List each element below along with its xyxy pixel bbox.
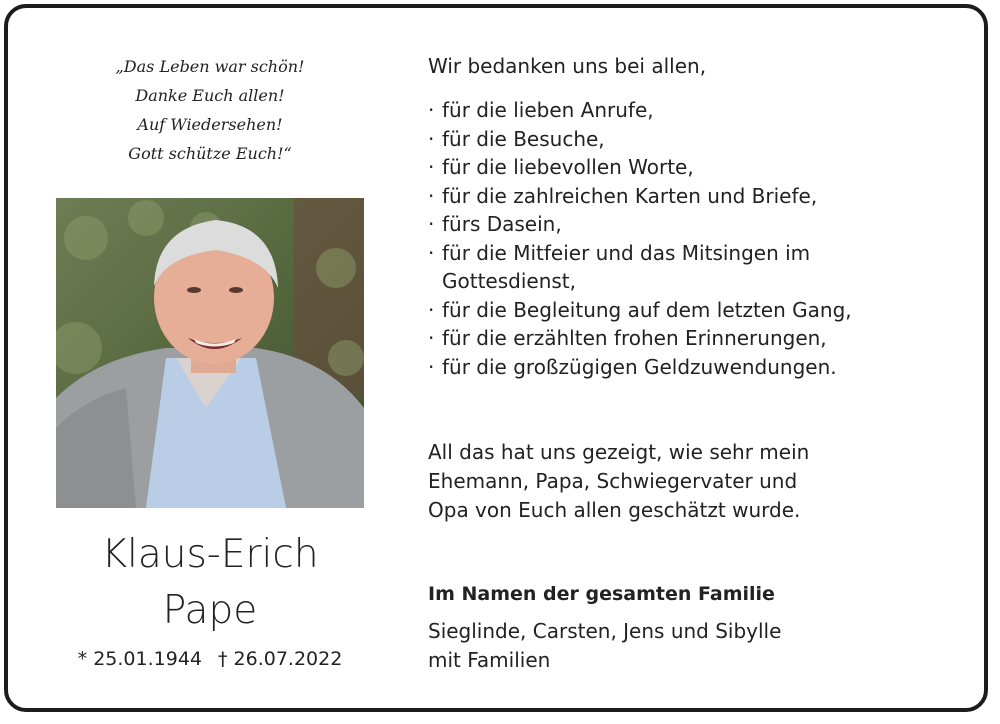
death-date: † 26.07.2022	[218, 648, 343, 670]
deceased-first-name: Klaus-Erich	[101, 532, 319, 577]
quote-line: Auf Wiedersehen!	[137, 115, 283, 134]
birth-date: * 25.01.1944	[77, 648, 202, 670]
quote-line: Gott schütze Euch!“	[128, 144, 292, 163]
list-item: · für die lieben Anrufe,	[428, 98, 654, 122]
portrait-illustration	[56, 198, 364, 508]
list-item: · fürs Dasein,	[428, 212, 562, 236]
closing-line: Ehemann, Papa, Schwiegervater und	[428, 469, 798, 493]
family-heading: Im Namen der gesamten Familie	[428, 583, 775, 605]
list-item: · für die Begleitung auf dem letzten Gang,	[428, 297, 852, 322]
life-dates	[56, 648, 364, 670]
closing-line: All das hat uns gezeigt, wie sehr mein	[428, 440, 810, 464]
thanks-list	[428, 96, 852, 381]
list-item: · für die Mitfeier und das Mitsingen im	[428, 240, 811, 265]
signer-line: Sieglinde, Carsten, Jens und Sibylle	[428, 619, 782, 643]
list-item: · für die liebevollen Worte,	[428, 155, 694, 179]
deceased-last-name: Pape	[162, 588, 258, 633]
list-item: · für die erzählten frohen Erinnerungen,	[428, 326, 827, 350]
list-item-continuation: Gottesdienst,	[442, 269, 576, 293]
family-signers	[428, 617, 781, 675]
quote-line: Danke Euch allen!	[135, 86, 285, 105]
quote-line: „Das Leben war schön!	[115, 57, 305, 76]
signer-line: mit Familien	[428, 648, 551, 672]
closing-paragraph	[428, 438, 809, 525]
list-item: · für die großzügigen Geldzuwendungen.	[428, 354, 837, 379]
thanks-intro: Wir bedanken uns bei allen,	[428, 54, 707, 78]
portrait-photo	[56, 198, 364, 508]
list-item: · für die zahlreichen Karten und Briefe,	[428, 183, 818, 208]
closing-line: Opa von Euch allen geschätzt wurde.	[428, 498, 801, 522]
list-item: · für die Besuche,	[428, 126, 605, 151]
memorial-quote	[60, 52, 360, 168]
